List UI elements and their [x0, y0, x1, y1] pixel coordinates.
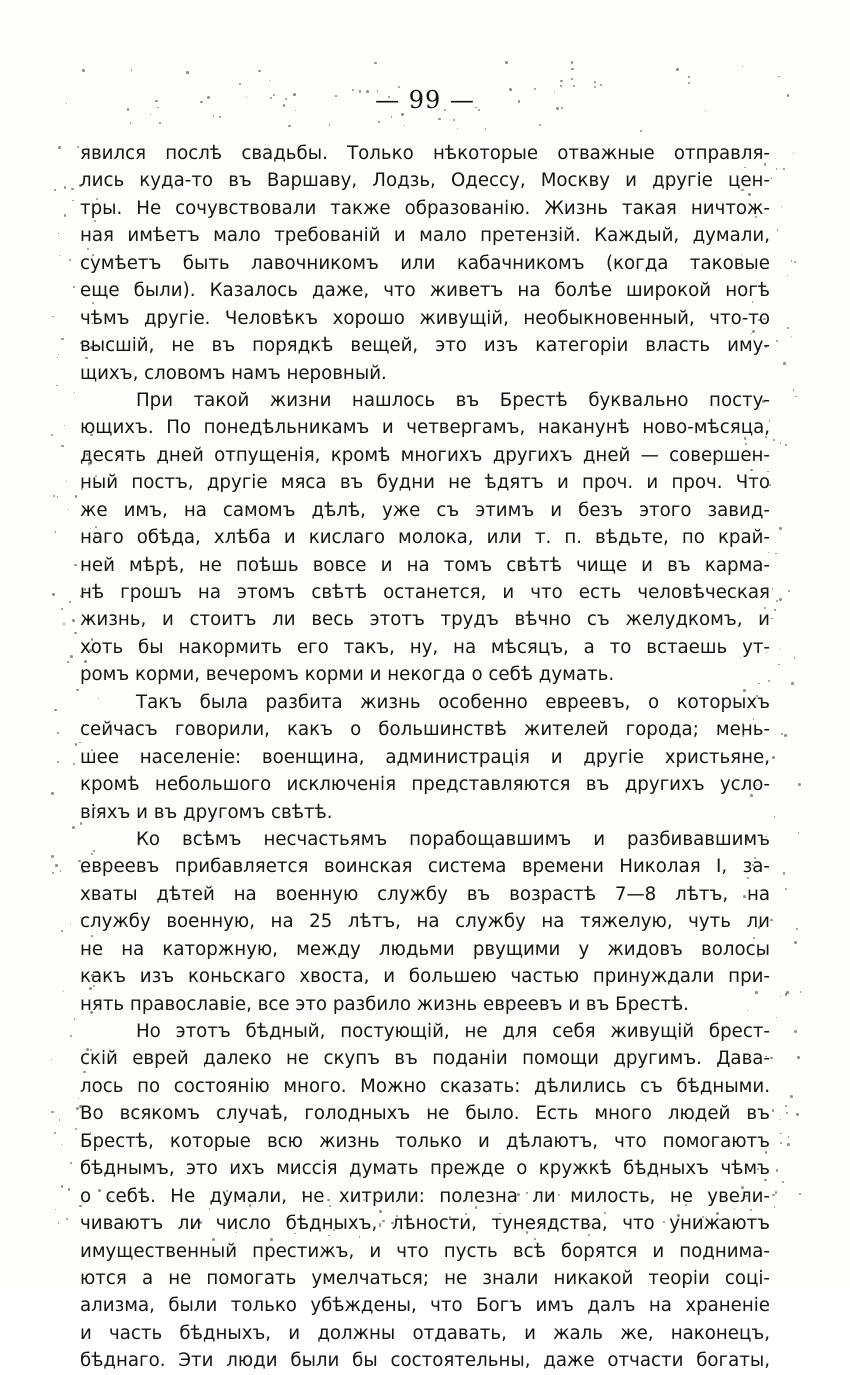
speck: [54, 709, 57, 712]
text-line: тры. Не сочувствовали также образованію. Жизнь такая ничтож-: [80, 197, 770, 219]
text-line: наго обѣда, хлѣба и кислаго молока, или т. п. вѣдьте, по край-: [80, 527, 770, 549]
speck: [676, 68, 679, 71]
speck: [73, 763, 75, 765]
text-line: лись куда-то въ Варшаву, Лодзь, Одессу, Москву и другіе цен-: [80, 170, 770, 192]
speck: [52, 872, 54, 874]
speck: [61, 608, 63, 610]
speck: [59, 1119, 61, 1121]
speck: [69, 259, 71, 261]
speck: [391, 116, 392, 117]
speck: [68, 509, 69, 510]
speck: [790, 1095, 793, 1098]
speck: [774, 816, 775, 817]
speck: [54, 189, 56, 191]
text-line: не на каторжную, между людьми рвущими у жидовъ волосы: [80, 938, 770, 960]
speck: [329, 124, 331, 126]
speck: [438, 118, 440, 120]
speck: [63, 623, 65, 625]
speck: [688, 82, 690, 84]
text-line: высшій, не въ порядкѣ вещей, это изъ категоріи власть иму-: [80, 335, 770, 357]
speck: [774, 609, 775, 610]
speck: [66, 1218, 68, 1220]
speck: [74, 1018, 76, 1020]
speck: [374, 62, 377, 65]
speck: [791, 682, 793, 684]
speck: [66, 481, 67, 482]
speck: [74, 632, 76, 634]
speck: [799, 1193, 801, 1195]
speck: [68, 1188, 71, 1191]
text-line: сумѣетъ быть лавочникомъ или кабачникомъ (когда таковые: [80, 252, 770, 274]
speck: [51, 434, 54, 437]
text-line: хоть бы накормить его такъ, ну, на мѣсяцъ, а то встаешь ут-: [80, 636, 770, 658]
speck: [213, 115, 214, 116]
speck: [72, 619, 75, 622]
speck: [131, 69, 133, 71]
speck: [61, 338, 64, 341]
speck: [787, 327, 789, 329]
speck: [51, 855, 53, 857]
speck: [791, 336, 793, 338]
speck: [63, 991, 64, 992]
text-line: ный постъ, другіе мяса въ будни не ѣдятъ и проч. и проч. Что: [80, 472, 770, 494]
speck: [788, 590, 790, 592]
speck: [571, 78, 573, 80]
body-text: [80, 140, 770, 1375]
speck: [776, 1017, 777, 1018]
speck: [780, 1133, 781, 1134]
speck: [571, 68, 574, 71]
speck: [778, 664, 779, 665]
speck: [404, 125, 405, 126]
speck: [775, 1191, 777, 1193]
speck: [69, 601, 71, 603]
text-line: ализма, были только убѣждены, что Богъ имъ далъ на храненіе: [80, 1295, 770, 1317]
speck: [778, 76, 780, 78]
speck: [58, 146, 61, 149]
text-line: щихъ, словомъ намъ неровный.: [80, 362, 387, 384]
speck: [130, 122, 132, 124]
text-line: и часть бѣдныхъ, и должны отдавать, и жаль же, наконецъ,: [80, 1322, 770, 1344]
text-line: шее населеніе: военщина, администрація и другіе христьяне,: [80, 746, 770, 768]
speck: [776, 340, 778, 342]
speck: [794, 657, 796, 659]
text-line: еще были). Казалось даже, что живетъ на болѣе широкой ногѣ: [80, 280, 770, 302]
speck: [772, 756, 775, 759]
speck: [776, 1169, 778, 1171]
speck: [59, 255, 60, 256]
speck: [51, 792, 54, 795]
speck: [777, 229, 779, 231]
speck: [75, 1128, 77, 1130]
speck: [219, 116, 221, 118]
text-line: же имъ, на самомъ дѣлѣ, уже съ этимъ и безъ этого завид-: [80, 499, 770, 521]
text-line: нять православіе, все это разбило жизнь евреевъ и въ Брестѣ.: [80, 993, 689, 1015]
speck: [785, 444, 787, 446]
speck: [785, 993, 788, 996]
page-number: — 99 —: [375, 86, 475, 114]
text-line: Такъ была разбита жизнь особенно евреевъ, о которыхъ: [136, 691, 770, 713]
speck: [774, 1206, 776, 1208]
speck: [288, 125, 290, 127]
text-line: Брестѣ, которые всю жизнь только и дѣлаютъ, что помогаютъ: [80, 1130, 770, 1152]
speck: [61, 1185, 64, 1188]
speck: [60, 870, 61, 871]
speck: [781, 733, 783, 735]
speck: [258, 70, 260, 72]
text-line: службу военную, на 25 лѣтъ, на службу на тяжелую, чуть ли: [80, 911, 770, 933]
speck: [61, 930, 63, 932]
speck: [61, 445, 63, 447]
speck: [742, 66, 743, 67]
speck: [76, 689, 78, 691]
speck: [773, 439, 775, 441]
speck: [772, 1109, 774, 1111]
speck: [70, 655, 73, 658]
speck: [74, 564, 77, 567]
text-line: скій еврей далеко не скупъ въ поданіи помощи другимъ. Дава-: [80, 1048, 770, 1070]
text-line: ющихъ. По понедѣльникамъ и четвергамъ, наканунѣ ново-мѣсяца,: [80, 417, 770, 439]
speck: [783, 362, 785, 364]
text-line: евреевъ прибавляется воинская система времени Николая I, за-: [80, 856, 770, 878]
speck: [56, 385, 57, 386]
text-line: имущественный престижъ, и что пусть всѣ борятся и поднима-: [80, 1240, 770, 1262]
speck: [82, 69, 85, 72]
speck: [72, 826, 75, 829]
speck: [796, 928, 798, 930]
speck: [796, 1113, 798, 1115]
speck: [560, 80, 563, 83]
speck: [781, 206, 783, 208]
speck: [780, 1142, 783, 1145]
speck: [780, 996, 781, 997]
speck: [67, 661, 68, 662]
speck: [784, 734, 787, 737]
speck: [794, 261, 796, 263]
speck: [74, 392, 75, 393]
speck: [150, 114, 151, 115]
speck: [786, 1112, 788, 1114]
speck: [53, 495, 55, 497]
text-line: кромѣ небольшого исключенія представляются въ другихъ усло-: [80, 774, 770, 796]
speck: [771, 177, 772, 178]
text-line: сейчасъ говорили, какъ о большинствѣ жителей города; мень-: [80, 719, 770, 741]
speck: [772, 588, 773, 589]
speck: [75, 495, 78, 498]
speck: [594, 81, 596, 83]
speck: [782, 1181, 784, 1183]
speck: [783, 168, 785, 170]
speck: [71, 188, 74, 191]
speck: [159, 122, 161, 124]
text-line: Во всякомъ случаѣ, голодныхъ не было. Есть много людей въ: [80, 1103, 770, 1125]
text-line: о себѣ. Не думали, не хитрили: полезна ли милость, не увели-: [80, 1185, 770, 1207]
speck: [794, 941, 797, 944]
speck: [54, 1132, 56, 1134]
speck: [485, 128, 486, 129]
speck: [70, 1035, 72, 1037]
speck: [771, 618, 772, 619]
speck: [788, 1136, 789, 1137]
speck: [55, 1209, 56, 1210]
speck: [269, 80, 270, 81]
speck: [453, 119, 455, 121]
text-line: Но этотъ бѣдный, постующій, не для себя живущій брест-: [136, 1021, 770, 1042]
speck: [64, 425, 65, 426]
speck: [571, 61, 573, 63]
speck: [186, 71, 189, 74]
speck: [779, 598, 782, 601]
text-line: При такой жизни нашлось въ Брестѣ буквально посту-: [136, 389, 770, 411]
speck: [794, 1030, 797, 1033]
text-line: жизнь, и стоитъ ли весь этотъ трудъ вѣчно съ желудкомъ, и: [80, 609, 770, 631]
text-line: чиваютъ ли число бѣдныхъ, лѣности, тунеядства, что унижаютъ: [80, 1213, 770, 1235]
text-line: явился послѣ свадьбы. Только нѣкоторые отважные отправля-: [80, 143, 770, 164]
text-line: хваты дѣтей на военную службу въ возрастѣ 7—8 лѣтъ, на: [80, 883, 770, 905]
speck: [791, 260, 793, 262]
speck: [780, 1119, 781, 1120]
speck: [64, 214, 67, 217]
speck: [51, 1059, 52, 1060]
speck: [72, 200, 74, 202]
speck: [772, 1194, 775, 1197]
speck: [75, 743, 77, 745]
speck: [57, 496, 58, 497]
speck: [378, 121, 379, 122]
speck: [780, 649, 781, 650]
speck: [52, 316, 54, 318]
speck: [505, 61, 508, 64]
speck: [57, 761, 60, 764]
text-line: Ко всѣмъ несчастьямъ порабощавшимъ и разбивавшимъ: [136, 828, 770, 850]
speck: [688, 76, 690, 78]
text-line: какъ изъ коньскаго хвоста, и большею частью принуждали при-: [80, 966, 770, 988]
speck: [798, 832, 800, 834]
speck: [57, 732, 59, 734]
text-line: десять дней отпущенія, кромѣ многихъ другихъ дней — совершен-: [80, 444, 770, 466]
text-line: бѣднымъ, это ихъ миссія думать прежде о кружкѣ бѣдныхъ чѣмъ: [80, 1158, 770, 1180]
speck: [51, 1111, 53, 1113]
speck: [239, 83, 241, 85]
text-line: бѣднаго. Эти люди были бы состоятельны, даже отчасти богаты,: [80, 1350, 770, 1372]
speck: [800, 991, 802, 993]
speck: [539, 124, 541, 126]
text-line: нѣ грошъ на этомъ свѣтѣ останется, и что есть человѣческая: [80, 582, 770, 603]
text-line: лось по состоянію много. Можно сказать: дѣлились съ бѣдными.: [80, 1075, 770, 1097]
speck: [58, 1222, 59, 1223]
speck: [787, 1143, 790, 1146]
speck: [776, 168, 778, 170]
speck: [793, 153, 794, 154]
speck: [783, 872, 785, 874]
text-line: віяхъ и въ другомъ свѣтѣ.: [80, 801, 333, 823]
speck: [785, 888, 787, 890]
text-line: чѣмъ другіе. Человѣкъ хорошо живущій, необыкновенный, что-то: [80, 307, 770, 329]
speck: [61, 1144, 62, 1145]
speck: [73, 286, 75, 288]
speck: [58, 354, 59, 355]
speck: [793, 389, 794, 390]
speck: [457, 128, 458, 129]
speck: [70, 1162, 72, 1164]
speck: [780, 442, 782, 444]
speck: [795, 396, 796, 397]
speck: [770, 919, 773, 922]
speck: [798, 783, 801, 786]
text-line: ней мѣрѣ, не поѣшь вовсе и на томъ свѣтѣ чище и въ карма-: [80, 554, 770, 576]
speck: [55, 531, 57, 533]
speck: [785, 1105, 787, 1107]
text-line: ная имѣетъ мало требованій и мало претензій. Каждый, думали,: [80, 225, 770, 247]
speck: [64, 186, 67, 189]
text-line: ются а не помогать умелчаться; не знали никакой теоріи соці-: [80, 1267, 770, 1289]
speck: [55, 864, 58, 867]
speck: [797, 1056, 800, 1059]
speck: [640, 130, 643, 133]
speck: [779, 527, 782, 530]
speck: [77, 146, 80, 149]
speck: [57, 357, 58, 358]
speck: [770, 1057, 772, 1059]
speck: [70, 923, 71, 924]
speck: [775, 553, 776, 554]
speck: [52, 593, 55, 596]
speck: [787, 275, 788, 276]
text-line: ромъ корми, вечеромъ корми и некогда о себѣ думать.: [80, 664, 615, 686]
